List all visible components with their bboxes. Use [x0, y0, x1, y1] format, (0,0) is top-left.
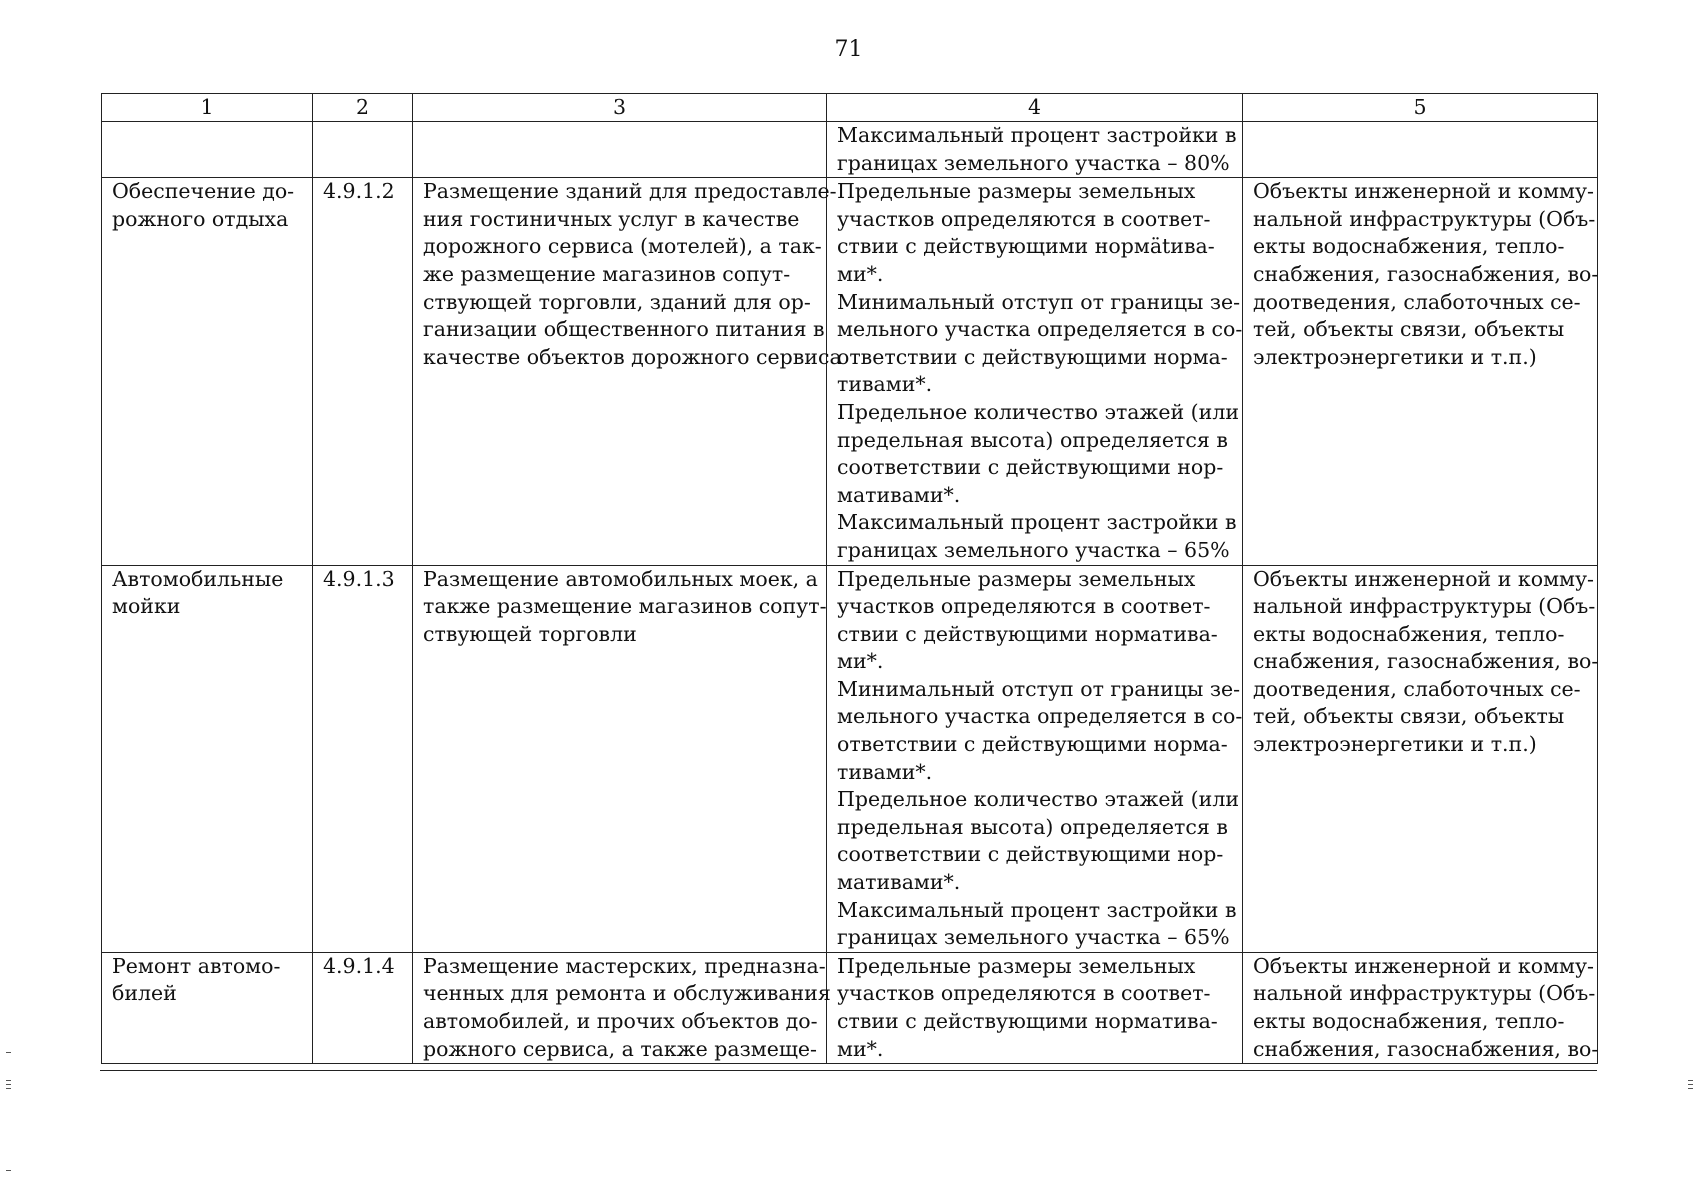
page-number: 71	[834, 37, 863, 62]
cell-text-line: участков определяются в соответ-	[837, 594, 1211, 619]
cell-text-line: доотведения, слаботочных се-	[1253, 289, 1581, 314]
cell-text-line: границах земельного участка – 80%	[837, 150, 1230, 175]
cell-text-line: ми*.	[837, 649, 884, 674]
margin-mark	[1688, 1084, 1693, 1085]
cell-text-line: Объекты инженерной и комму-	[1253, 179, 1594, 204]
parameters-cell	[827, 122, 1243, 178]
column-header-5: 5	[1243, 94, 1598, 122]
cell-text-line: Предельные размеры земельных	[837, 953, 1196, 978]
cell-text-line: ствующей торговли	[423, 621, 637, 646]
cell-text-line: качестве объектов дорожного сервиса	[423, 344, 842, 369]
cell-text-line: екты водоснабжения, тепло-	[1253, 621, 1565, 646]
auxiliary-uses-cell	[1243, 122, 1598, 178]
margin-mark	[6, 1052, 11, 1053]
cell-text-line: участков определяются в соответ-	[837, 206, 1211, 231]
cell-text-line: границах земельного участка – 65%	[837, 925, 1230, 950]
cell-text-line: ми*.	[837, 261, 884, 286]
cell-text-line: Максимальный процент застройки в	[837, 897, 1237, 922]
cell-text-line: нальной инфраструктуры (Объ-	[1253, 594, 1596, 619]
cell-text-line: соответствии с действующими нор-	[837, 842, 1224, 867]
use-description-cell	[413, 565, 827, 952]
cell-text-line: Обеспечение до-	[112, 179, 295, 204]
cell-text-line: 4.9.1.4	[323, 953, 395, 978]
cell-text-line: екты водоснабжения, тепло-	[1253, 1009, 1565, 1033]
table-header-row	[102, 94, 1598, 122]
cell-text-line: мельного участка определяется в со-	[837, 704, 1243, 729]
cell-text-line: Размещение мастерских, предназна-	[423, 953, 826, 978]
use-code-cell	[313, 565, 413, 952]
margin-mark	[6, 1084, 11, 1085]
parameters-cell	[827, 178, 1243, 565]
cell-text-line: участков определяются в соответ-	[837, 981, 1211, 1006]
auxiliary-uses-cell	[1243, 952, 1598, 1063]
table-row	[102, 952, 1598, 1063]
cell-text-line: ния гостиничных услуг в качестве	[423, 206, 800, 231]
cell-text-line: автомобилей, и прочих объектов до-	[423, 1009, 818, 1033]
cell-text-line: Минимальный отступ от границы зе-	[837, 676, 1241, 701]
use-code-cell	[313, 122, 413, 178]
cell-text-line: билей	[112, 981, 177, 1006]
cell-text-line: снабжения, газоснабжения, во-	[1253, 1036, 1599, 1061]
cell-text-line: Автомобильные	[112, 566, 284, 591]
cell-text-line: Максимальный процент застройки в	[837, 510, 1237, 535]
cell-text-line: мативами*.	[837, 482, 961, 507]
use-code-cell	[313, 952, 413, 1063]
use-description-cell	[413, 952, 831, 1063]
column-header-4: 4	[827, 94, 1243, 122]
use-name-cell	[102, 122, 313, 178]
cell-text-line: тивами*.	[837, 759, 933, 784]
cell-text-line: ствии с действующими нормaтива-	[837, 1009, 1218, 1033]
cell-text-line: предельная высота) определяется в	[837, 427, 1228, 452]
cell-text-line: снабжения, газоснабжения, во-	[1253, 261, 1599, 286]
parameters-cell	[827, 565, 1243, 952]
cell-text-line: границах земельного участка – 65%	[837, 537, 1230, 562]
cell-text-line: Объекты инженерной и комму-	[1253, 566, 1594, 591]
margin-mark	[1688, 1080, 1693, 1081]
use-name-cell	[102, 952, 313, 1063]
use-code-cell	[313, 178, 413, 565]
cell-text-line: ствии с действующими нормaтива-	[837, 621, 1218, 646]
table-row	[102, 178, 1598, 565]
cell-text-line: ченных для ремонта и обслуживания	[423, 981, 831, 1006]
cell-text-line: мойки	[112, 594, 181, 619]
cell-text-line: дорожного сервиса (мотелей), а так-	[423, 234, 822, 259]
column-header-2: 2	[313, 94, 413, 122]
cell-text-line: мативами*.	[837, 870, 961, 895]
land-use-table	[101, 93, 1598, 1064]
cell-text-line: Ремонт автомо-	[112, 953, 281, 978]
cell-text-line: Размещение зданий для предоставле-	[423, 179, 837, 204]
cell-text-line: нальной инфраструктуры (Объ-	[1253, 206, 1596, 231]
cell-text-line: снабжения, газоснабжения, во-	[1253, 649, 1599, 674]
margin-mark	[6, 1080, 11, 1081]
parameters-cell	[827, 952, 1243, 1063]
cell-text-line: ствующей торговли, зданий для ор-	[423, 289, 811, 314]
cell-text-line: Предельное количество этажей (или	[837, 399, 1240, 424]
cell-text-line: ствии с действующими нормätива-	[837, 234, 1215, 259]
cell-text-line: предельная высота) определяется в	[837, 814, 1228, 839]
cell-text-line: ми*.	[837, 1036, 884, 1061]
cell-text-line: доотведения, слаботочных се-	[1253, 676, 1581, 701]
cell-text-line: рожного сервиса, а также размеще-	[423, 1036, 817, 1061]
table-row	[102, 565, 1598, 952]
cell-text-line: Объекты инженерной и комму-	[1253, 953, 1594, 978]
auxiliary-uses-cell	[1243, 565, 1598, 952]
cell-text-line: электроэнергетики и т.п.)	[1253, 344, 1537, 369]
cell-text-line: Предельное количество этажей (или	[837, 787, 1240, 812]
cell-text-line: соответствии с действующими нор-	[837, 455, 1224, 480]
use-description-cell	[413, 122, 827, 178]
cell-text-line: Предельные размеры земельных	[837, 179, 1196, 204]
cell-text-line: также размещение магазинов сопут-	[423, 594, 827, 619]
table-row	[102, 122, 1598, 178]
margin-mark	[1688, 1088, 1693, 1089]
cell-text-line: 4.9.1.2	[323, 179, 395, 204]
cell-text-line: 4.9.1.3	[323, 566, 395, 591]
table-cut-edge	[100, 1070, 1597, 1071]
use-description-cell	[413, 178, 842, 565]
use-name-cell	[102, 178, 313, 565]
column-header-3: 3	[413, 94, 827, 122]
cell-text-line: екты водоснабжения, тепло-	[1253, 234, 1565, 259]
cell-text-line: Предельные размеры земельных	[837, 566, 1196, 591]
cell-text-line: Максимальный процент застройки в	[837, 123, 1237, 147]
cell-text-line: же размещение магазинов сопут-	[423, 261, 791, 286]
cell-text-line: ганизации общественного питания в	[423, 317, 825, 342]
cell-text-line: ответствии с действующими норма-	[837, 344, 1228, 369]
margin-mark	[6, 1170, 11, 1171]
cell-text-line: электроэнергетики и т.п.)	[1253, 732, 1537, 757]
cell-text-line: Минимальный отступ от границы зе-	[837, 289, 1241, 314]
cell-text-line: тивами*.	[837, 372, 933, 397]
cell-text-line: нальной инфраструктуры (Объ-	[1253, 981, 1596, 1006]
cell-text-line: тей, объекты связи, объекты	[1253, 317, 1565, 342]
use-name-cell	[102, 565, 313, 952]
cell-text-line: мельного участка определяется в со-	[837, 317, 1243, 342]
cell-text-line: Размещение автомобильных моек, а	[423, 566, 818, 591]
cell-text-line: ответствии с действующими норма-	[837, 732, 1228, 757]
margin-mark	[6, 1088, 11, 1089]
column-header-1: 1	[102, 94, 313, 122]
auxiliary-uses-cell	[1243, 178, 1598, 565]
cell-text-line: рожного отдыха	[112, 206, 289, 231]
page-bottom-margin	[101, 1070, 1597, 1200]
cell-text-line: тей, объекты связи, объекты	[1253, 704, 1565, 729]
